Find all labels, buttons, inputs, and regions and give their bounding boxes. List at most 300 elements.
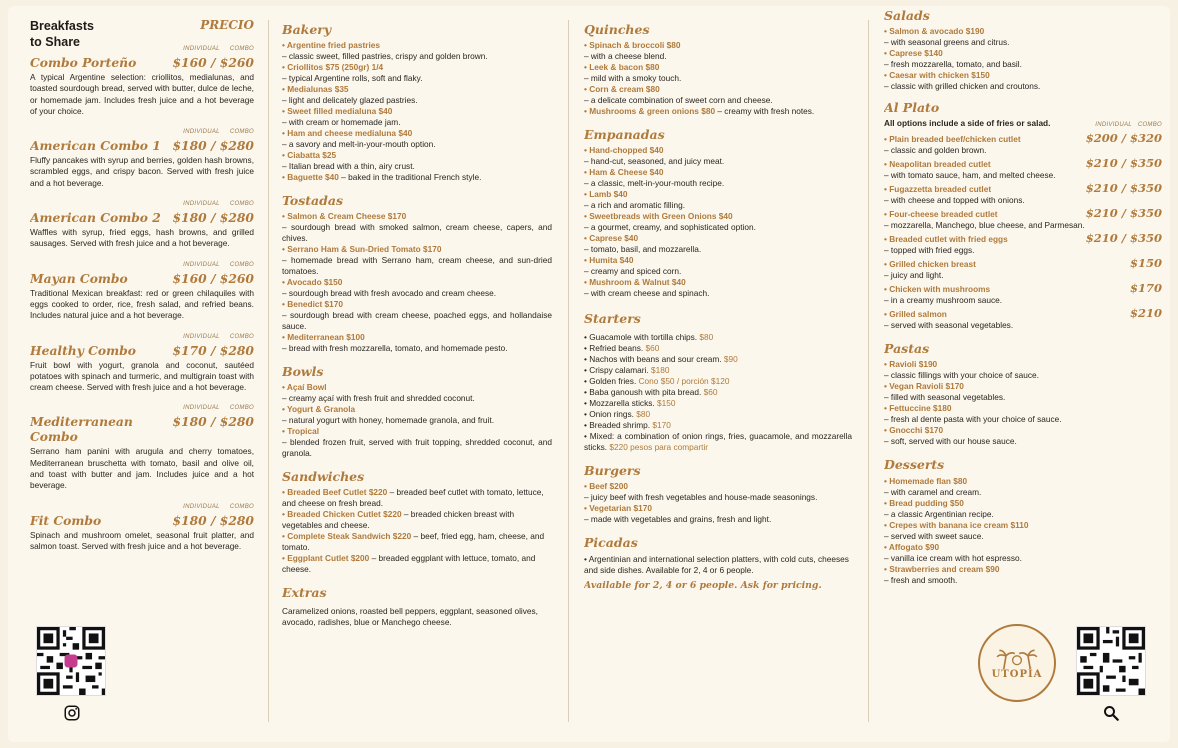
item-description: – served with seasonal vegetables. (884, 320, 1014, 330)
starter-price: $90 (723, 354, 738, 364)
item-description: – creamy açaí with fresh fruit and shredded coconut. (282, 393, 475, 403)
item-description: – with cheese and topped with onions. (884, 195, 1025, 205)
menu-item (584, 62, 852, 84)
item-name: • Crepes with banana ice cream $110 (884, 520, 1029, 530)
item-description: – blended frozen fruit, served with fruit topping, shredded coconut, and granola. (282, 437, 552, 458)
item-name: • Argentine fried pastries (282, 40, 381, 50)
combo-row (30, 55, 254, 70)
item-description: – breaded chicken breast with vegetables and cheese. (282, 509, 515, 530)
item-description: – classic with grilled chicken and croutons. (884, 81, 1041, 91)
starter-item (584, 365, 852, 376)
item-description: – served with sweet sauce. (884, 531, 984, 541)
quinches-title: Quinches (584, 22, 650, 37)
item-name: • Gnocchi $170 (884, 425, 944, 435)
menu-item (282, 332, 552, 354)
combo-label: COMBO (229, 503, 254, 510)
al-plato-note: All options include a side of fries or salad. (884, 118, 1051, 128)
item-description: – with tomato sauce, ham, and melted cheese. (884, 170, 1056, 180)
menu-item (282, 426, 552, 459)
desserts-title: Desserts (884, 457, 945, 472)
salads-list (884, 26, 1162, 92)
menu-item (884, 48, 1162, 70)
item-description: – classic and golden brown. (884, 145, 987, 155)
item-name: • Bread pudding $50 (884, 498, 964, 508)
menu-item (282, 404, 552, 426)
menu-item (282, 487, 552, 509)
item-name: • Homemade flan $80 (884, 476, 968, 486)
item-name: • Hand-chopped $40 (584, 145, 664, 155)
al-plato-row (884, 206, 1162, 220)
starter-price: $170 (652, 420, 671, 430)
menu-item (282, 128, 552, 150)
picadas-title: Picadas (584, 535, 638, 550)
al-plato-row (884, 231, 1162, 245)
combo-label: COMBO (229, 129, 254, 136)
tostadas-list (282, 211, 552, 354)
item-description: – tomato, basil, and mozzarella. (584, 244, 702, 254)
menu-item (282, 40, 552, 62)
menu-item (282, 553, 552, 575)
combo-item (30, 405, 254, 491)
combo-item (30, 129, 254, 189)
item-price: $150 (1129, 256, 1162, 270)
item-name: • Beef $200 (584, 481, 628, 491)
column-divider (568, 20, 569, 722)
item-description: – with cream or homemade jam. (282, 117, 401, 127)
item-name: • Benedict $170 (282, 299, 344, 309)
al-plato-header (884, 118, 1162, 128)
starter-item (584, 343, 852, 354)
bowls-list (282, 382, 552, 459)
combo-price: $180 / $280 (172, 512, 254, 528)
item-name: • Tropical (282, 426, 320, 436)
item-description: – typical Argentine rolls, soft and flaky. (282, 73, 423, 83)
quinches-inline-item: • Mushrooms & green onions $80 – creamy with fresh notes. (584, 106, 815, 116)
menu-item (584, 503, 852, 525)
individual-label: INDIVIDUAL (183, 503, 220, 510)
item-price: $210 / $350 (1085, 206, 1162, 220)
starter-name: • Mozzarella sticks. (584, 398, 657, 408)
individual-label: INDIVIDUAL (183, 129, 220, 136)
starter-name: • Guacamole with tortilla chips. (584, 332, 700, 342)
al-plato-item (884, 206, 1162, 231)
individual-label: INDIVIDUAL (183, 201, 220, 208)
item-name: • Breaded Beef Cutlet $220 (282, 487, 388, 497)
item-name: • Ham and cheese medialuna $40 (282, 128, 413, 138)
combo-description: A typical Argentine selection: criollitos, medialunas, and toasted sourdough bread, served with butter, dulce de leche, or homemade jam. Includes fresh juice and a hot beverage of your choice. (30, 72, 254, 116)
picadas-note: Available for 2, 4 or 6 people. Ask for pricing. (584, 580, 822, 591)
menu-item (282, 277, 552, 299)
quinches-column (584, 18, 852, 734)
combo-price: $160 / $260 (172, 55, 254, 70)
item-description: – hand-cut, seasoned, and juicy meat. (584, 156, 725, 166)
menu-item (884, 359, 1162, 381)
starter-price: $80 (636, 409, 651, 419)
item-description: – creamy and spiced corn. (584, 266, 682, 276)
item-description: – sourdough bread with smoked salmon, cream cheese, capers, and chives. (282, 222, 552, 243)
item-name: • Affogato $90 (884, 542, 940, 552)
empanadas-list (584, 145, 852, 299)
starter-name: • Golden fries. (584, 376, 639, 386)
al-plato-row (884, 256, 1162, 270)
item-description: – breaded beef cutlet with tomato, lettuce, and cheese on fresh bread. (282, 487, 544, 508)
menu-item (884, 403, 1162, 425)
menu-item (282, 62, 552, 84)
menu-item (584, 145, 852, 167)
combo-name: Mayan Combo (30, 270, 128, 286)
combo-row (30, 513, 254, 528)
combo-label: COMBO (229, 46, 254, 52)
item-name: • Fugazzetta breaded cutlet (884, 184, 992, 194)
menu-item (282, 244, 552, 277)
individual-label: INDIVIDUAL (183, 405, 220, 412)
combo-price: $180 / $280 (172, 210, 254, 226)
item-description: – a classic, melt-in-your-mouth recipe. (584, 178, 725, 188)
starter-item (584, 332, 852, 343)
price-column-labels (30, 129, 254, 138)
combo-row (30, 210, 254, 225)
combo-row (30, 414, 254, 444)
item-description: – a rich and aromatic filling. (584, 200, 685, 210)
item-description: – soft, served with our house sauce. (884, 436, 1017, 446)
combo-list (30, 46, 254, 552)
menu-item (884, 542, 1162, 564)
item-name: • Breaded Chicken Cutlet $220 (282, 509, 402, 519)
menu-item (584, 167, 852, 189)
combo-name: Mediterranean Combo (30, 414, 133, 445)
item-name: • Vegetarian $170 (584, 503, 652, 513)
combo-price: $170 / $280 (172, 342, 254, 358)
bakery-title: Bakery (282, 22, 332, 37)
combo-description: Spinach and mushroom omelet, seasonal fruit platter, and salmon toast. Served with fresh juice and a hot beverage. (30, 529, 254, 551)
item-price: $210 (1129, 306, 1162, 320)
combo-label: COMBO (229, 333, 254, 340)
qr-code-graphic (37, 627, 105, 695)
price-column-labels (30, 405, 254, 414)
combo-row (30, 138, 254, 153)
item-name: • Medialunas $35 (282, 84, 349, 94)
starter-item (584, 376, 852, 387)
instagram-icon[interactable] (63, 704, 81, 722)
item-name: • Leek & bacon $80 (584, 62, 660, 72)
item-description: – sourdough bread with fresh avocado and cream cheese. (282, 288, 497, 298)
logo-text: UTOPÍA (991, 668, 1043, 680)
item-name: • Sweet filled medialuna $40 (282, 106, 393, 116)
starter-name: • Nachos with beans and sour cream. (584, 354, 724, 364)
item-description: – juicy beef with fresh vegetables and house-made seasonings. (584, 492, 818, 502)
breakfasts-title: Breakfasts to Share (30, 19, 94, 49)
menu-item (584, 481, 852, 503)
menu-item (282, 211, 552, 244)
bakery-list (282, 40, 552, 172)
combo-item (30, 334, 254, 394)
starter-name: • Onion rings. (584, 409, 637, 419)
combo-label: COMBO (229, 201, 254, 208)
quinches-list (584, 40, 852, 106)
desserts-list (884, 476, 1162, 586)
price-column-labels (30, 201, 254, 210)
starter-item (584, 420, 852, 431)
item-name: • Neapolitan breaded cutlet (884, 159, 991, 169)
item-name: • Grilled chicken breast (884, 259, 976, 269)
item-description: – filled with seasonal vegetables. (884, 392, 1006, 402)
item-description: – a delicate combination of sweet corn and cheese. (584, 95, 773, 105)
menu-item (884, 520, 1162, 542)
qr-code-left[interactable] (36, 626, 106, 696)
column-divider (268, 20, 269, 722)
precio-label: PRECIO (200, 18, 254, 32)
menu-item (584, 40, 852, 62)
menu-item (884, 26, 1162, 48)
item-name: • Complete Steak Sandwich $220 (282, 531, 412, 541)
combo-price: $180 / $280 (172, 138, 254, 154)
menu-item (584, 255, 852, 277)
item-name: • Ham & Cheese $40 (584, 167, 664, 177)
al-plato-item (884, 156, 1162, 181)
item-name: • Caprese $140 (884, 48, 943, 58)
starter-item (584, 354, 852, 365)
combo-price: $180 / $280 (172, 414, 254, 430)
menu-item (584, 84, 852, 106)
starter-item (584, 387, 852, 398)
menu-item (584, 277, 852, 299)
item-description: – a gourmet, creamy, and sophisticated option. (584, 222, 756, 232)
menu-item (884, 425, 1162, 447)
starter-price: $80 (699, 332, 714, 342)
combo-price: $160 / $260 (172, 270, 254, 286)
qr-code-right[interactable] (1076, 626, 1146, 696)
al-plato-row (884, 181, 1162, 195)
combo-item (30, 201, 254, 250)
utopia-logo (978, 624, 1056, 702)
item-name: • Açaí Bowl (282, 382, 327, 392)
palm-tree-icon (995, 647, 1039, 669)
item-name: • Corn & cream $80 (584, 84, 660, 94)
starters-list (584, 332, 852, 431)
item-description: – natural yogurt with honey, homemade granola, and fruit. (282, 415, 495, 425)
starter-price: $180 (651, 365, 670, 375)
item-name: • Strawberries and cream $90 (884, 564, 1000, 574)
price-column-labels (30, 334, 254, 343)
item-name: • Breaded cutlet with fried eggs (884, 234, 1008, 244)
item-name: • Spinach & broccoli $80 (584, 40, 681, 50)
item-description: – fresh al dente pasta with your choice of sauce. (884, 414, 1062, 424)
item-price: $210 / $350 (1085, 181, 1162, 195)
item-description: – light and delicately glazed pastries. (282, 95, 418, 105)
item-description: – bread with fresh mozzarella, tomato, and homemade pesto. (282, 343, 508, 353)
item-description: – juicy and light. (884, 270, 944, 280)
combo-item (30, 262, 254, 322)
item-description: – topped with fried eggs. (884, 245, 975, 255)
starter-price: $60 (703, 387, 718, 397)
starter-price: $60 (645, 343, 660, 353)
item-name: • Criollitos $75 (250gr) 1/4 (282, 62, 384, 72)
menu-item (884, 381, 1162, 403)
item-name: • Ciabatta $25 (282, 150, 337, 160)
item-description: – mild with a smoky touch. (584, 73, 682, 83)
item-description: – with seasonal greens and citrus. (884, 37, 1010, 47)
item-name: • Sweetbreads with Green Onions $40 (584, 211, 733, 221)
item-description: – mozzarella, Manchego, blue cheese, and Parmesan. (884, 220, 1085, 230)
menu-item (884, 476, 1162, 498)
item-name: • Salmon & Cream Cheese $170 (282, 211, 407, 221)
extras-title: Extras (282, 585, 327, 600)
starter-price: $150 (656, 398, 676, 408)
combo-description: Fruit bowl with yogurt, granola and coconut, sautéed potatoes with spinach and turmeric, and multigrain toast with cream cheese. Served with fresh juice and a hot beverage. (30, 359, 254, 393)
burgers-list (584, 481, 852, 525)
item-name: • Chicken with mushrooms (884, 284, 991, 294)
combo-name: Combo Porteño (30, 55, 137, 70)
starter-item (584, 398, 852, 409)
menu-item (282, 84, 552, 106)
item-description: – a savory and melt-in-your-mouth option. (282, 139, 436, 149)
item-description: – beef, fried egg, ham, cheese, and tomato. (282, 531, 545, 552)
al-plato-title: Al Plato (884, 100, 940, 115)
item-description: – fresh mozzarella, tomato, and basil. (884, 59, 1022, 69)
combo-label: COMBO (229, 261, 254, 268)
item-description: – a classic Argentinian recipe. (884, 509, 994, 519)
empanadas-title: Empanadas (584, 127, 665, 142)
menu-item (282, 509, 552, 531)
al-plato-item (884, 256, 1162, 281)
item-description: – made with vegetables and grains, fresh and light. (584, 514, 772, 524)
item-description: – with a cheese blend. (584, 51, 667, 61)
individual-label: INDIVIDUAL (183, 46, 220, 52)
search-icon[interactable] (1102, 704, 1120, 722)
sandwiches-title: Sandwiches (282, 469, 365, 484)
bakery-column (282, 18, 552, 734)
item-price: $200 / $320 (1085, 131, 1162, 145)
qr-code-graphic (1077, 627, 1145, 695)
item-description: – in a creamy mushroom sauce. (884, 295, 1003, 305)
item-name: • Caesar with chicken $150 (884, 70, 990, 80)
al-plato-row (884, 156, 1162, 170)
combo-name: American Combo 2 (30, 210, 161, 226)
item-name: • Yogurt & Granola (282, 404, 356, 414)
al-plato-item (884, 181, 1162, 206)
pastas-title: Pastas (884, 341, 930, 356)
combo-description: Fluffy pancakes with syrup and berries, golden hash browns, scrambled eggs, and crispy bacon. Served with fresh juice and a hot beverage. (30, 155, 254, 188)
item-name: • Salmon & avocado $190 (884, 26, 985, 36)
item-name: • Lamb $40 (584, 189, 628, 199)
bowls-title: Bowls (282, 364, 324, 379)
item-price: $170 (1129, 281, 1162, 295)
menu-item (884, 498, 1162, 520)
starter-name: • Refried beans. (584, 343, 646, 353)
item-name: • Plain breaded beef/chicken cutlet (884, 134, 1021, 144)
menu-item (884, 70, 1162, 92)
al-plato-item (884, 231, 1162, 256)
item-description: – with cream cheese and spinach. (584, 288, 710, 298)
al-plato-row (884, 306, 1162, 320)
item-name: • Four-cheese breaded cutlet (884, 209, 998, 219)
item-name: • Avocado $150 (282, 277, 343, 287)
combo-item (30, 504, 254, 553)
starter-name: • Breaded shrimp. (584, 420, 653, 430)
menu-item (584, 233, 852, 255)
burgers-title: Burgers (584, 463, 641, 478)
item-name: • Mushroom & Walnut $40 (584, 277, 686, 287)
starter-name: • Baba ganoush with pita bread. (584, 387, 704, 397)
combo-label: COMBO (229, 405, 254, 412)
menu-item (282, 150, 552, 172)
al-plato-list (884, 131, 1162, 331)
al-plato-item (884, 281, 1162, 306)
item-description: – Italian bread with a thin, airy crust. (282, 161, 415, 171)
combo-item (30, 46, 254, 117)
starter-price: Cono $50 / porción $120 (638, 376, 730, 386)
al-plato-columns: INDIVIDUAL COMBO (1095, 122, 1162, 128)
salads-title: Salads (884, 8, 930, 23)
combo-row (30, 343, 254, 358)
item-description: – fresh and smooth. (884, 575, 958, 585)
item-name: • Caprese $40 (584, 233, 639, 243)
starters-mixed: • Mixed: a combination of onion rings, fries, guacamole, and mozzarella sticks. $220 pesos para compartir (584, 431, 852, 452)
tostadas-title: Tostadas (282, 193, 343, 208)
combo-description: Serrano ham panini with arugula and cherry tomatoes, Mediterranean bruschetta with tomato, basil and olive oil, and toast with butter and jam. Includes juice and a hot beverage. (30, 446, 254, 491)
starters-title: Starters (584, 311, 641, 326)
pastas-list (884, 359, 1162, 447)
item-name: • Humita $40 (584, 255, 634, 265)
price-column-labels (30, 504, 254, 513)
menu-item (584, 211, 852, 233)
menu-item (884, 564, 1162, 586)
price-column-labels (30, 262, 254, 271)
item-description: – with caramel and cream. (884, 487, 982, 497)
item-price: $210 / $350 (1085, 156, 1162, 170)
item-description: – sourdough bread with cream cheese, poached eggs, and hollandaise sauce. (282, 310, 552, 331)
combo-row (30, 271, 254, 286)
extras-desc: Caramelized onions, roasted bell peppers, eggplant, seasoned olives, avocado, radishes, blue or Manchego cheese. (282, 606, 538, 627)
item-description: – classic sweet, filled pastries, crispy and golden brown. (282, 51, 488, 61)
item-description: – breaded eggplant with lettuce, tomato, and cheese. (282, 553, 536, 574)
al-plato-item (884, 131, 1162, 156)
item-name: • Eggplant Cutlet $200 (282, 553, 370, 563)
item-name: • Ravioli $190 (884, 359, 938, 369)
starter-item (584, 409, 852, 420)
item-price: $210 / $350 (1085, 231, 1162, 245)
al-plato-item (884, 306, 1162, 331)
menu-sheet (8, 6, 1170, 742)
item-description: – vanilla ice cream with hot espresso. (884, 553, 1022, 563)
combo-description: Traditional Mexican breakfast: red or green chilaquiles with eggs cooked to order, rice, fresh salad, and refried beans. Includes natural juice and a hot beverage. (30, 287, 254, 321)
combo-name: Fit Combo (30, 512, 102, 528)
individual-label: INDIVIDUAL (183, 261, 220, 268)
menu-item (584, 189, 852, 211)
column-divider (868, 20, 869, 722)
bakery-inline-item: • Baguette $40 – baked in the traditional French style. (282, 172, 482, 182)
starter-name: • Crispy calamari. (584, 365, 651, 375)
item-name: • Mediterranean $100 (282, 332, 365, 342)
item-description: – homemade bread with Serrano ham, cream cheese, and sun-dried tomatoes. (282, 255, 552, 276)
item-name: • Vegan Ravioli $170 (884, 381, 964, 391)
menu-item (282, 382, 552, 404)
al-plato-row (884, 131, 1162, 145)
item-description: – classic fillings with your choice of sauce. (884, 370, 1039, 380)
combo-name: Healthy Combo (30, 342, 136, 358)
picadas-desc: • Argentinian and international selection platters, with cold cuts, cheeses and side dishes. Available for 2, 4 or 6 people. (584, 554, 849, 575)
menu-item (282, 106, 552, 128)
al-plato-row (884, 281, 1162, 295)
menu-item (282, 299, 552, 332)
item-name: • Serrano Ham & Sun-Dried Tomato $170 (282, 244, 442, 254)
item-name: • Grilled salmon (884, 309, 947, 319)
item-name: • Fettuccine $180 (884, 403, 952, 413)
combo-description: Waffles with syrup, fried eggs, hash browns, and grilled sausages. Served with fresh juice and a hot beverage. (30, 227, 254, 249)
combo-name: American Combo 1 (30, 138, 161, 154)
sandwiches-list (282, 487, 552, 575)
individual-label: INDIVIDUAL (183, 333, 220, 340)
